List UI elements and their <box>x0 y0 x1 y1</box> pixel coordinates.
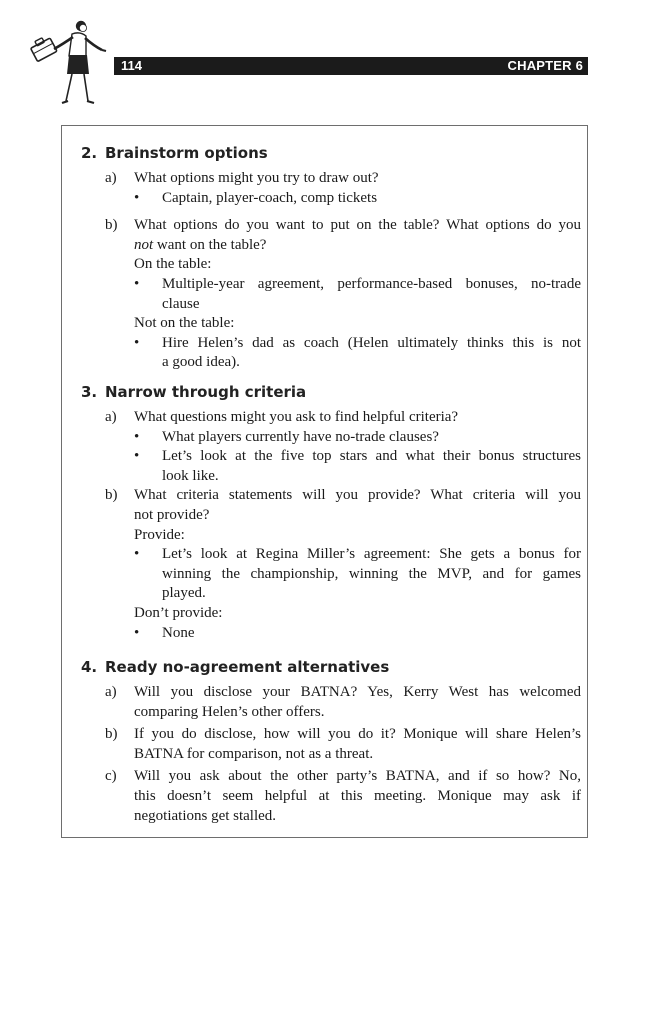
bullet-item: • Captain, player-coach, comp tickets <box>134 189 378 206</box>
list-item: b) If you do disclose, how will you do it? Monique will share Helen’s BATNA for comparison, not as a threat. <box>105 726 581 762</box>
running-header-bar <box>114 57 588 75</box>
briefcase-icon <box>29 34 57 61</box>
list-item: b) What options do you want to put on the table? What options do you not want on the table? On the table: • Multiple-year agreement, performance-based bonuses, no-trade clause Not on the table: • Hire Helen’s dad as coach (Helen ultimately thinks this is not a good idea). <box>81 216 581 373</box>
bullet-item: • Let’s look at the five top stars and what their bonus structures look like. <box>134 448 581 484</box>
bullet-item: • Multiple-year agreement, performance-based bonuses, no-trade clause <box>134 275 581 312</box>
list-item: c) Will you ask about the other party’s BATNA, and if so how? No, this doesn’t seem helpful at this meeting. Monique may ask if negotiations get stalled. <box>105 768 581 824</box>
section-narrow-through-criteria <box>81 382 581 643</box>
list-item: a) What questions might you ask to find helpful criteria? • What players currently have no-trade clauses? • Let’s look at the five top stars and what their bonus structures look like. <box>81 408 581 486</box>
section-title: 4. Ready no-agreement alternatives <box>81 658 390 676</box>
list-item: b) What criteria statements will you provide? What criteria will you not provide? Provide: • Let’s look at Regina Miller’s agreement: She gets a bonus for winning the championship, winning the MVP, and for games played. Don’t provide: • None <box>81 486 581 643</box>
worksheet-box <box>61 125 588 838</box>
bullet-item: • None <box>134 624 195 641</box>
list-item: a) What options might you try to draw out? • Captain, player-coach, comp tickets <box>81 169 581 208</box>
section-brainstorm-options <box>81 143 581 373</box>
section-ready-no-agreement-alternatives <box>81 657 581 826</box>
bullet-item: • Hire Helen’s dad as coach (Helen ultimately thinks this is not a good idea). <box>134 334 581 371</box>
page-number: 114 <box>121 58 142 73</box>
section-title: 2. Brainstorm options <box>81 144 268 162</box>
chapter-label: CHAPTER 6 <box>507 58 583 73</box>
list-item: a) Will you disclose your BATNA? Yes, Kerry West has welcomed comparing Helen’s other offers. <box>105 684 581 720</box>
bullet-item: • What players currently have no-trade clauses? <box>134 428 439 445</box>
section-title: 3. Narrow through criteria <box>81 383 307 401</box>
businesswoman-illustration <box>28 18 110 108</box>
bullet-item: • Let’s look at Regina Miller’s agreement: She gets a bonus for winning the championship, winning the MVP, and for games played. <box>134 546 581 602</box>
